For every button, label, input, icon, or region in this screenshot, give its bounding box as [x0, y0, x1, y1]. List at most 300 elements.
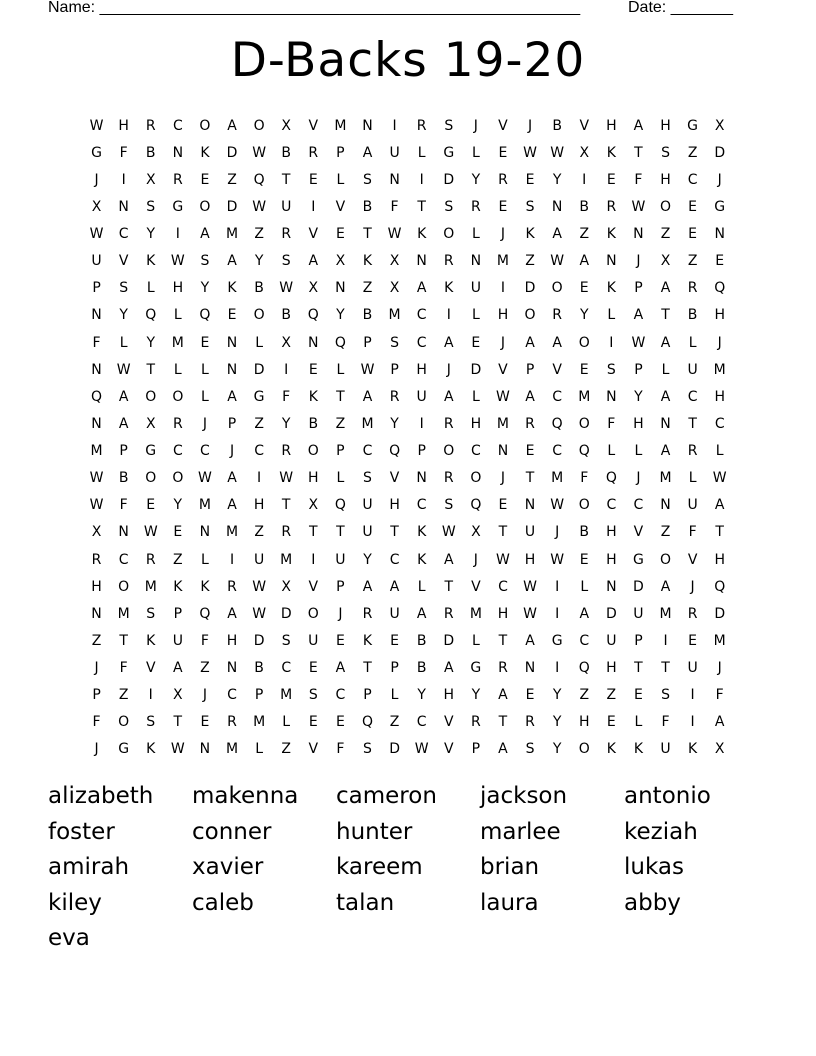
grid-letter[interactable]: N — [416, 253, 427, 270]
grid-letter[interactable]: C — [606, 497, 617, 514]
grid-letter[interactable]: P — [390, 660, 399, 677]
grid-letter[interactable]: S — [119, 280, 129, 297]
grid-letter[interactable]: B — [416, 632, 427, 649]
grid-letter[interactable]: T — [498, 632, 508, 649]
grid-letter[interactable]: H — [91, 578, 102, 595]
grid-letter[interactable]: M — [198, 497, 211, 514]
grid-letter[interactable]: W — [279, 470, 294, 487]
grid-letter[interactable]: H — [226, 632, 238, 649]
grid-letter[interactable]: N — [91, 415, 102, 432]
grid-letter[interactable]: T — [336, 524, 345, 541]
grid-letter[interactable]: O — [145, 388, 157, 405]
grid-letter[interactable]: W — [523, 605, 537, 622]
grid-letter[interactable]: V — [498, 117, 508, 134]
grid-letter[interactable]: N — [308, 334, 319, 351]
grid-letter[interactable]: Y — [254, 253, 264, 270]
grid-letter[interactable]: D — [443, 632, 455, 649]
grid-letter[interactable]: S — [146, 714, 156, 731]
grid-letter[interactable]: V — [308, 741, 319, 758]
grid-letter[interactable]: S — [363, 171, 372, 188]
grid-letter[interactable]: J — [636, 253, 641, 270]
grid-letter[interactable]: B — [579, 524, 590, 541]
grid-letter[interactable]: Q — [389, 443, 401, 460]
grid-letter[interactable]: V — [118, 253, 129, 270]
grid-letter[interactable]: P — [417, 443, 426, 460]
grid-letter[interactable]: F — [119, 144, 128, 161]
grid-letter[interactable]: C — [335, 687, 346, 704]
grid-letter[interactable]: G — [91, 144, 102, 161]
grid-letter[interactable]: L — [119, 334, 128, 351]
grid-letter[interactable]: Y — [579, 307, 589, 324]
grid-letter[interactable]: T — [281, 497, 291, 514]
grid-letter[interactable]: A — [498, 741, 508, 758]
grid-letter[interactable]: S — [200, 253, 210, 270]
grid-letter[interactable]: F — [607, 415, 616, 432]
grid-letter[interactable]: E — [498, 144, 508, 161]
grid-letter[interactable]: O — [253, 307, 265, 324]
grid-letter[interactable]: A — [660, 388, 671, 405]
grid-letter[interactable]: D — [714, 605, 726, 622]
grid-letter[interactable]: R — [443, 605, 454, 622]
grid-letter[interactable]: Q — [91, 388, 103, 405]
grid-letter[interactable]: N — [118, 198, 129, 215]
grid-letter[interactable]: I — [311, 551, 316, 568]
grid-letter[interactable]: U — [308, 632, 319, 649]
grid-letter[interactable]: P — [363, 334, 372, 351]
grid-letter[interactable]: C — [714, 415, 725, 432]
grid-letter[interactable]: H — [497, 605, 509, 622]
grid-letter[interactable]: H — [118, 117, 129, 134]
grid-letter[interactable]: N — [226, 334, 238, 351]
grid-letter[interactable]: H — [606, 660, 617, 677]
grid-letter[interactable]: L — [417, 578, 426, 595]
grid-letter[interactable]: L — [634, 714, 643, 731]
grid-letter[interactable]: O — [145, 470, 157, 487]
grid-letter[interactable]: P — [363, 687, 372, 704]
grid-letter[interactable]: P — [254, 687, 264, 704]
grid-letter[interactable]: U — [335, 551, 346, 568]
grid-letter[interactable]: A — [118, 415, 129, 432]
grid-letter[interactable]: K — [146, 632, 156, 649]
grid-letter[interactable]: L — [688, 470, 697, 487]
grid-letter[interactable]: Y — [552, 714, 562, 731]
grid-letter[interactable]: R — [443, 253, 454, 270]
grid-letter[interactable]: H — [524, 551, 536, 568]
grid-letter[interactable]: B — [118, 470, 129, 487]
grid-letter[interactable]: W — [360, 361, 375, 378]
grid-letter[interactable]: N — [524, 497, 536, 514]
grid-letter[interactable]: T — [309, 524, 318, 541]
grid-letter[interactable]: Q — [334, 334, 346, 351]
grid-letter[interactable]: Q — [551, 415, 563, 432]
grid-letter[interactable]: A — [362, 578, 373, 595]
grid-letter[interactable]: P — [471, 741, 481, 758]
grid-letter[interactable]: E — [498, 497, 508, 514]
grid-letter[interactable]: W — [550, 253, 565, 270]
grid-letter[interactable]: V — [443, 741, 454, 758]
grid-letter[interactable]: T — [688, 415, 697, 432]
grid-letter[interactable]: N — [91, 361, 102, 378]
grid-letter[interactable]: W — [550, 497, 565, 514]
grid-letter[interactable]: E — [390, 632, 399, 649]
grid-letter[interactable]: S — [444, 497, 454, 514]
grid-letter[interactable]: P — [227, 415, 237, 432]
grid-letter[interactable]: A — [660, 280, 671, 297]
grid-letter[interactable]: D — [253, 361, 265, 378]
grid-letter[interactable]: B — [579, 198, 590, 215]
grid-letter[interactable]: O — [551, 280, 563, 297]
grid-letter[interactable]: O — [578, 741, 590, 758]
grid-letter[interactable]: X — [660, 253, 671, 270]
grid-letter[interactable]: U — [633, 605, 644, 622]
grid-letter[interactable]: X — [389, 253, 400, 270]
grid-letter[interactable]: H — [606, 524, 617, 541]
grid-letter[interactable]: J — [338, 605, 343, 622]
grid-letter[interactable]: Z — [173, 551, 183, 568]
grid-letter[interactable]: L — [661, 361, 670, 378]
grid-letter[interactable]: Q — [334, 497, 346, 514]
grid-letter[interactable]: L — [417, 144, 426, 161]
grid-letter[interactable]: T — [281, 171, 291, 188]
grid-letter[interactable]: I — [690, 714, 695, 731]
grid-letter[interactable]: M — [496, 415, 509, 432]
grid-letter[interactable]: Z — [525, 253, 535, 270]
grid-letter[interactable]: J — [473, 117, 478, 134]
grid-letter[interactable]: T — [173, 714, 183, 731]
grid-letter[interactable]: Z — [254, 226, 264, 243]
grid-letter[interactable]: H — [470, 415, 482, 432]
grid-letter[interactable]: Z — [335, 415, 346, 432]
grid-letter[interactable]: P — [634, 632, 643, 649]
grid-letter[interactable]: N — [226, 361, 238, 378]
grid-letter[interactable]: A — [660, 443, 671, 460]
grid-letter[interactable]: R — [172, 171, 183, 188]
grid-letter[interactable]: C — [579, 632, 590, 649]
grid-letter[interactable]: Y — [146, 226, 156, 243]
grid-letter[interactable]: H — [578, 714, 590, 731]
grid-letter[interactable]: Z — [362, 280, 373, 297]
name-field-label[interactable]: Name: ______________________________________________________ — [48, 0, 581, 16]
grid-letter[interactable]: E — [688, 226, 698, 243]
grid-letter[interactable]: K — [362, 253, 373, 270]
grid-letter[interactable]: Q — [199, 307, 211, 324]
grid-letter[interactable]: C — [470, 443, 481, 460]
grid-letter[interactable]: W — [631, 334, 646, 351]
grid-letter[interactable]: H — [253, 497, 265, 514]
grid-letter[interactable]: E — [525, 687, 535, 704]
grid-letter[interactable]: H — [660, 171, 671, 188]
grid-letter[interactable]: I — [419, 415, 424, 432]
grid-letter[interactable]: N — [660, 415, 671, 432]
grid-letter[interactable]: U — [606, 632, 617, 649]
grid-letter[interactable]: L — [688, 334, 697, 351]
grid-letter[interactable]: O — [660, 551, 672, 568]
grid-letter[interactable]: E — [525, 171, 535, 188]
grid-letter[interactable]: A — [525, 388, 535, 405]
grid-letter[interactable]: U — [687, 497, 698, 514]
grid-letter[interactable]: L — [173, 361, 182, 378]
grid-letter[interactable]: D — [470, 361, 482, 378]
grid-letter[interactable]: D — [226, 198, 238, 215]
grid-letter[interactable]: W — [550, 144, 565, 161]
grid-letter[interactable]: A — [443, 660, 454, 677]
grid-letter[interactable]: E — [688, 198, 698, 215]
grid-letter[interactable]: O — [660, 198, 672, 215]
grid-letter[interactable]: W — [414, 741, 429, 758]
grid-letter[interactable]: I — [446, 307, 451, 324]
grid-letter[interactable]: V — [498, 361, 508, 378]
grid-letter[interactable]: E — [579, 551, 589, 568]
grid-letter[interactable]: R — [687, 280, 698, 297]
grid-letter[interactable]: O — [443, 226, 455, 243]
grid-letter[interactable]: U — [362, 524, 373, 541]
grid-letter[interactable]: W — [441, 524, 456, 541]
grid-letter[interactable]: E — [200, 334, 210, 351]
grid-letter[interactable]: C — [633, 497, 644, 514]
grid-letter[interactable]: U — [416, 388, 427, 405]
grid-letter[interactable]: S — [363, 470, 372, 487]
grid-letter[interactable]: U — [524, 524, 536, 541]
grid-letter[interactable]: M — [551, 470, 564, 487]
grid-letter[interactable]: Z — [254, 524, 264, 541]
grid-letter[interactable]: L — [390, 687, 399, 704]
grid-letter[interactable]: D — [443, 171, 455, 188]
grid-letter[interactable]: R — [498, 660, 508, 677]
grid-letter[interactable]: C — [552, 388, 563, 405]
grid-letter[interactable]: C — [118, 226, 129, 243]
grid-letter[interactable]: P — [92, 687, 101, 704]
grid-letter[interactable]: Q — [605, 470, 617, 487]
grid-letter[interactable]: N — [199, 741, 211, 758]
grid-letter[interactable]: P — [336, 144, 345, 161]
grid-letter[interactable]: X — [145, 171, 156, 188]
grid-letter[interactable]: U — [253, 551, 265, 568]
grid-letter[interactable]: F — [282, 388, 291, 405]
grid-letter[interactable]: O — [118, 578, 130, 595]
grid-letter[interactable]: E — [335, 714, 345, 731]
grid-letter[interactable]: E — [200, 171, 210, 188]
grid-letter[interactable]: Y — [552, 687, 562, 704]
grid-letter[interactable]: I — [555, 605, 560, 622]
grid-letter[interactable]: R — [687, 443, 698, 460]
grid-letter[interactable]: X — [281, 334, 291, 351]
grid-letter[interactable]: N — [335, 280, 346, 297]
grid-letter[interactable]: N — [118, 524, 129, 541]
grid-letter[interactable]: T — [498, 524, 508, 541]
grid-letter[interactable]: U — [687, 361, 698, 378]
grid-letter[interactable]: T — [336, 388, 345, 405]
grid-letter[interactable]: K — [362, 632, 373, 649]
grid-letter[interactable]: A — [362, 144, 373, 161]
grid-letter[interactable]: C — [362, 443, 373, 460]
grid-letter[interactable]: D — [524, 280, 536, 297]
grid-letter[interactable]: U — [172, 632, 183, 649]
grid-letter[interactable]: R — [308, 144, 319, 161]
grid-letter[interactable]: C — [281, 660, 292, 677]
grid-letter[interactable]: S — [308, 687, 318, 704]
grid-letter[interactable]: E — [308, 361, 318, 378]
grid-letter[interactable]: R — [362, 605, 373, 622]
grid-letter[interactable]: R — [470, 198, 481, 215]
grid-letter[interactable]: M — [713, 361, 726, 378]
grid-letter[interactable]: J — [500, 226, 506, 243]
grid-letter[interactable]: V — [308, 226, 319, 243]
grid-letter[interactable]: U — [362, 497, 373, 514]
grid-letter[interactable]: V — [471, 578, 481, 595]
grid-letter[interactable]: X — [335, 253, 346, 270]
grid-letter[interactable]: A — [525, 334, 535, 351]
grid-letter[interactable]: P — [634, 361, 643, 378]
grid-letter[interactable]: E — [308, 660, 318, 677]
grid-letter[interactable]: V — [308, 117, 319, 134]
grid-letter[interactable]: R — [389, 388, 400, 405]
grid-letter[interactable]: D — [714, 144, 726, 161]
grid-letter[interactable]: O — [524, 307, 536, 324]
grid-letter[interactable]: H — [308, 470, 319, 487]
grid-letter[interactable]: N — [172, 144, 184, 161]
grid-letter[interactable]: Q — [714, 280, 726, 297]
grid-letter[interactable]: U — [470, 280, 481, 297]
grid-letter[interactable]: F — [92, 714, 101, 731]
grid-letter[interactable]: L — [471, 226, 480, 243]
grid-letter[interactable]: W — [252, 578, 267, 595]
grid-letter[interactable]: I — [555, 578, 560, 595]
grid-letter[interactable]: J — [555, 524, 560, 541]
grid-letter[interactable]: I — [121, 171, 126, 188]
grid-letter[interactable]: A — [227, 388, 237, 405]
grid-letter[interactable]: K — [688, 741, 698, 758]
grid-letter[interactable]: N — [91, 307, 102, 324]
grid-letter[interactable]: P — [336, 578, 345, 595]
grid-letter[interactable]: P — [92, 280, 101, 297]
grid-letter[interactable]: Q — [578, 660, 590, 677]
grid-letter[interactable]: J — [527, 117, 533, 134]
grid-letter[interactable]: T — [444, 578, 454, 595]
grid-letter[interactable]: Y — [552, 741, 562, 758]
grid-letter[interactable]: A — [525, 632, 535, 649]
grid-letter[interactable]: N — [199, 524, 211, 541]
grid-letter[interactable]: M — [171, 334, 184, 351]
grid-letter[interactable]: F — [119, 660, 128, 677]
grid-letter[interactable]: L — [471, 144, 480, 161]
grid-letter[interactable]: M — [117, 605, 130, 622]
grid-letter[interactable]: O — [578, 415, 590, 432]
grid-letter[interactable]: B — [687, 307, 698, 324]
grid-letter[interactable]: P — [525, 361, 535, 378]
grid-letter[interactable]: O — [199, 198, 211, 215]
grid-letter[interactable]: H — [714, 551, 725, 568]
grid-letter[interactable]: G — [118, 741, 130, 758]
grid-letter[interactable]: A — [552, 226, 562, 243]
grid-letter[interactable]: U — [389, 605, 400, 622]
grid-letter[interactable]: J — [717, 171, 722, 188]
grid-letter[interactable]: Q — [578, 443, 590, 460]
grid-letter[interactable]: I — [500, 280, 506, 297]
grid-letter[interactable]: C — [552, 443, 563, 460]
grid-letter[interactable]: B — [254, 280, 264, 297]
grid-letter[interactable]: M — [253, 714, 266, 731]
grid-letter[interactable]: X — [281, 117, 291, 134]
grid-letter[interactable]: Y — [634, 388, 643, 405]
grid-letter[interactable]: E — [525, 443, 535, 460]
grid-letter[interactable]: U — [281, 198, 292, 215]
grid-letter[interactable]: K — [606, 741, 616, 758]
grid-letter[interactable]: R — [443, 470, 454, 487]
grid-letter[interactable]: Q — [714, 578, 726, 595]
grid-letter[interactable]: T — [715, 524, 724, 541]
grid-letter[interactable]: N — [470, 253, 482, 270]
grid-letter[interactable]: R — [552, 307, 562, 324]
grid-letter[interactable]: M — [496, 253, 509, 270]
grid-letter[interactable]: J — [500, 470, 506, 487]
grid-letter[interactable]: E — [173, 524, 183, 541]
grid-letter[interactable]: B — [552, 117, 562, 134]
grid-letter[interactable]: X — [308, 497, 319, 514]
grid-letter[interactable]: L — [607, 443, 616, 460]
grid-letter[interactable]: M — [469, 605, 482, 622]
grid-letter[interactable]: M — [713, 632, 726, 649]
grid-letter[interactable]: A — [389, 578, 400, 595]
grid-letter[interactable]: I — [175, 226, 180, 243]
grid-letter[interactable]: E — [633, 687, 643, 704]
grid-letter[interactable]: W — [387, 226, 402, 243]
grid-letter[interactable]: S — [606, 361, 616, 378]
grid-letter[interactable]: D — [389, 741, 400, 758]
grid-letter[interactable]: L — [471, 388, 480, 405]
grid-letter[interactable]: Y — [363, 551, 372, 568]
grid-letter[interactable]: H — [714, 388, 725, 405]
grid-letter[interactable]: E — [688, 632, 698, 649]
grid-letter[interactable]: E — [227, 307, 237, 324]
grid-letter[interactable]: V — [552, 361, 562, 378]
grid-letter[interactable]: M — [659, 605, 672, 622]
grid-letter[interactable]: C — [172, 117, 183, 134]
grid-letter[interactable]: L — [471, 632, 480, 649]
grid-letter[interactable]: I — [311, 198, 316, 215]
grid-letter[interactable]: P — [336, 443, 345, 460]
grid-letter[interactable]: A — [660, 578, 671, 595]
grid-letter[interactable]: X — [579, 144, 590, 161]
grid-letter[interactable]: T — [661, 660, 670, 677]
grid-letter[interactable]: J — [717, 660, 722, 677]
grid-letter[interactable]: P — [119, 443, 128, 460]
grid-letter[interactable]: S — [444, 117, 454, 134]
grid-letter[interactable]: H — [606, 551, 617, 568]
grid-letter[interactable]: E — [498, 198, 508, 215]
grid-letter[interactable]: Y — [471, 171, 481, 188]
grid-letter[interactable]: W — [252, 198, 267, 215]
grid-letter[interactable]: S — [281, 253, 291, 270]
grid-letter[interactable]: W — [523, 578, 537, 595]
grid-letter[interactable]: K — [633, 741, 644, 758]
grid-letter[interactable]: L — [336, 470, 345, 487]
grid-letter[interactable]: K — [606, 280, 616, 297]
grid-letter[interactable]: R — [145, 551, 156, 568]
grid-letter[interactable]: J — [636, 470, 641, 487]
grid-letter[interactable]: G — [551, 632, 563, 649]
grid-letter[interactable]: V — [687, 551, 698, 568]
grid-letter[interactable]: Q — [361, 714, 373, 731]
grid-letter[interactable]: V — [633, 524, 644, 541]
grid-letter[interactable]: R — [498, 171, 508, 188]
grid-letter[interactable]: A — [227, 497, 237, 514]
grid-letter[interactable]: O — [443, 443, 455, 460]
grid-letter[interactable]: D — [605, 605, 617, 622]
grid-letter[interactable]: S — [390, 334, 400, 351]
grid-letter[interactable]: Y — [417, 687, 426, 704]
grid-letter[interactable]: S — [363, 741, 372, 758]
grid-letter[interactable]: Y — [200, 280, 210, 297]
